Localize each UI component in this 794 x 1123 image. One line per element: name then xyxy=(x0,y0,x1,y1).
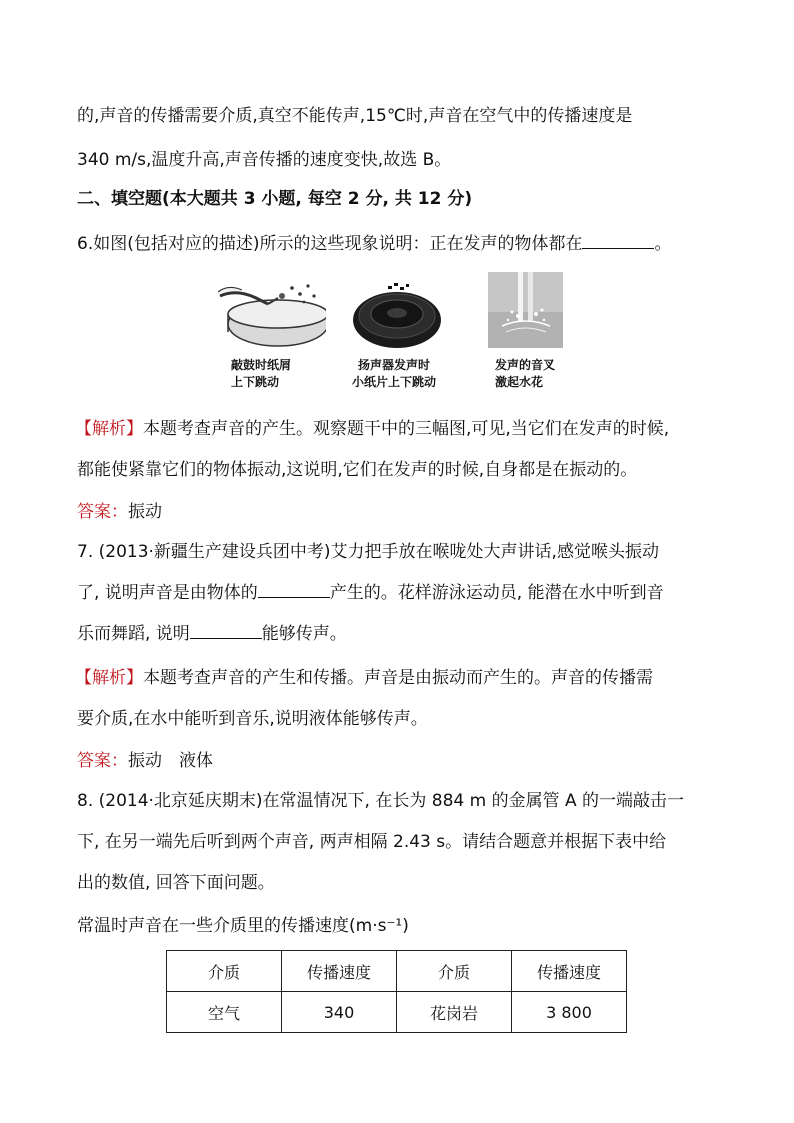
table-header-row xyxy=(167,951,627,992)
table-row xyxy=(167,992,627,1033)
fork-caption-1: 发声的音叉 xyxy=(495,358,556,372)
drum-caption-2: 上下跳动 xyxy=(231,375,280,389)
analysis-tag: 【解析】 xyxy=(75,668,143,688)
question-7-line-3 xyxy=(77,622,347,646)
question-7-line-2 xyxy=(77,581,664,605)
question-8-line-2: 下, 在另一端先后听到两个声音, 两声相隔 2.43 s。请结合题意并根据下表中给 xyxy=(77,832,667,852)
analysis-tag: 【解析】 xyxy=(75,419,143,439)
analysis-6-text: 本题考查声音的产生。观察题干中的三幅图,可见,当它们在发声的时候, xyxy=(143,419,670,439)
speed-table xyxy=(166,950,627,1033)
answer-6-value: 振动 xyxy=(128,502,162,522)
answer-6 xyxy=(77,500,162,524)
table-header-cell: 传播速度 xyxy=(282,951,397,992)
table-cell: 花岗岩 xyxy=(397,992,512,1033)
analysis-6-line-2: 都能使紧靠它们的物体振动,这说明,它们在发声的时候,自身都是在振动的。 xyxy=(77,460,638,480)
drum-figure xyxy=(218,274,326,350)
table-caption: 常温时声音在一些介质里的传播速度(m·s⁻¹) xyxy=(77,916,409,936)
question-7-text-a: 了, 说明声音是由物体的 xyxy=(77,583,258,603)
question-6-text: 6.如图(包括对应的描述)所示的这些现象说明：正在发声的物体都在 xyxy=(77,234,583,254)
table-header-cell: 介质 xyxy=(397,951,512,992)
question-6 xyxy=(77,232,671,256)
table-header-cell: 传播速度 xyxy=(512,951,627,992)
question-7-text-b: 产生的。花样游泳运动员, 能潜在水中听到音 xyxy=(329,583,664,603)
table-cell: 3 800 xyxy=(512,992,627,1033)
question-7-line-1: 7. (2013·新疆生产建设兵团中考)艾力把手放在喉咙处大声讲话,感觉喉头振动 xyxy=(77,542,659,562)
table-header-cell: 介质 xyxy=(167,951,282,992)
analysis-7-text: 本题考查声音的产生和传播。声音是由振动而产生的。声音的传播需 xyxy=(143,668,653,688)
speaker-figure xyxy=(350,280,444,352)
answer-blank xyxy=(582,232,654,249)
text-line-2: 340 m/s,温度升高,声音传播的速度变快,故选 B。 xyxy=(77,150,452,170)
fork-caption-2: 激起水花 xyxy=(495,375,544,389)
question-8-line-3: 出的数值, 回答下面问题。 xyxy=(77,873,275,893)
speaker-caption-1: 扬声器发声时 xyxy=(358,358,431,372)
analysis-7-line-2: 要介质,在水中能听到音乐,说明液体能够传声。 xyxy=(77,709,428,729)
question-7-text-d: 能够传声。 xyxy=(261,624,347,644)
answer-tag: 答案： xyxy=(77,751,128,771)
table-cell: 空气 xyxy=(167,992,282,1033)
answer-tag: 答案： xyxy=(77,502,128,522)
answer-7-value: 振动 液体 xyxy=(128,751,213,771)
question-6-end: 。 xyxy=(654,234,672,254)
drum-caption-1: 敲鼓时纸屑 xyxy=(231,358,292,372)
answer-7 xyxy=(77,749,213,773)
analysis-6-line-1 xyxy=(75,417,669,441)
text-line-1: 的,声音的传播需要介质,真空不能传声,15℃时,声音在空气中的传播速度是 xyxy=(77,106,633,126)
question-7-text-c: 乐而舞蹈, 说明 xyxy=(77,624,190,644)
analysis-7-line-1 xyxy=(75,666,653,690)
answer-blank xyxy=(258,581,330,598)
tuning-fork-figure xyxy=(488,272,563,348)
table-cell: 340 xyxy=(282,992,397,1033)
question-8-line-1: 8. (2014·北京延庆期末)在常温情况下, 在长为 884 m 的金属管 A 的一端敲击一 xyxy=(77,791,685,811)
section-heading: 二、填空题(本大题共 3 小题, 每空 2 分, 共 12 分) xyxy=(77,189,473,209)
speaker-caption-2: 小纸片上下跳动 xyxy=(352,375,437,389)
answer-blank xyxy=(190,622,262,639)
